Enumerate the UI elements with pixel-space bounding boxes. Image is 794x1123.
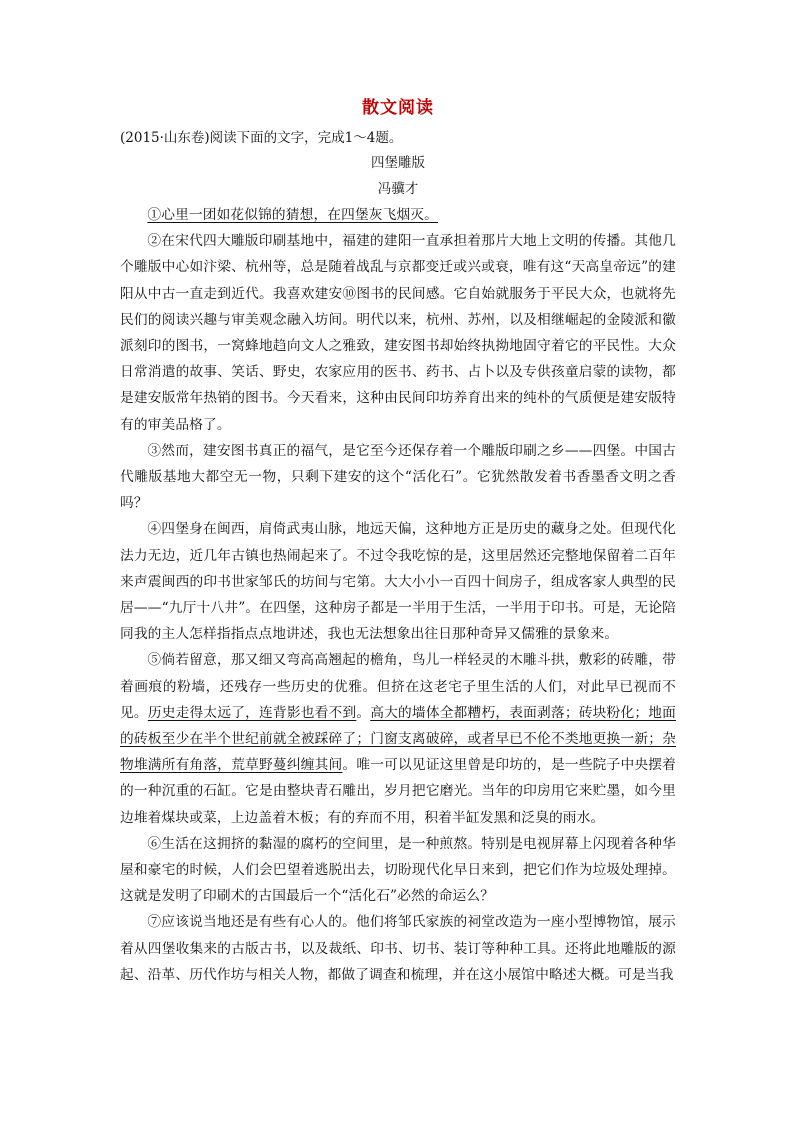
underlined-sentence: 历史走得太远了，连背影也看不到: [147, 704, 357, 721]
essay-author: 冯骥才: [377, 181, 419, 197]
paragraph-5-part-e: 。唯一可以见证这里曾是印坊的，是一些院子中央摆着的一种沉重的石缸。它是由整块青石雕出，岁月把它磨光。当年的印房用它来贮墨，如今里边堆着煤块或菜，上边盖着木板；有的弃而不用，积着半缸发黑和泛臭的雨水。: [120, 757, 676, 826]
paragraph-2: ②在宋代四大雕版印刷基地中，福建的建阳一直承担着那片大地上文明的传播。其他几个雕版中心如汴梁、杭州等，总是随着战乱与京都变迁或兴或衰，唯有这“天高皇帝远”的建阳从中古一直走到近代。我喜欢建安⑩图书的民间感。它自始就服务于平民大众，也就将先民们的阅读兴趣与审美观念融入坊间。明代以来，杭州、苏州，以及相继崛起的金陵派和徽派刻印的图书，一窝蜂地趋向文人之雅致，建安图书却始终执拗地固守着它的平民性。大众日常消遣的故事、笑话、野史，农家应用的医书、药书、占卜以及专供孩童启蒙的读物，都是建安版常年热销的图书。今天看来，这种由民间印坊养育出来的纯朴的气质便是建安版特有的审美品格了。: [120, 233, 676, 433]
underlined-sentence: ①心里一团如花似锦的猜想，在四堡灰飞烟灭。: [147, 207, 438, 223]
paragraph-5-part-c: 。: [356, 704, 371, 721]
paragraph-5: [120, 647, 676, 830]
underlined-sentence: 高大的墙体全都糟朽，表面剥落；砖块粉化；地面的砖板至少在半个世纪前就全被踩碎了；门窗支离破碎，或者早已不伦不类地更换一新；杂物堆满所有角落，荒草野蔓纠缠其间: [120, 704, 676, 774]
paragraph-3: ③然而，建安图书真正的福气，是它至今还保存着一个雕版印刷之乡——四堡。中国古代雕版基地大都空无一物，只剩下建安的这个“活化石”。它犹然散发着书香墨香文明之香吗？: [120, 442, 676, 512]
page-title: 散文阅读: [362, 98, 434, 118]
document-page: [120, 96, 676, 988]
paragraph-5-part-a: ⑤倘若留意，那又细又弯高高翘起的檐角，鸟儿一样轻灵的木雕斗拱，敷彩的砖雕，带着画痕的粉墙，还残存一些历史的优雅。但挤在这老宅子里生活的人们，对此早已视而不见。: [120, 652, 676, 721]
essay-title: 四堡雕版: [371, 155, 425, 171]
paragraph-6: ⑥生活在这拥挤的黏湿的腐朽的空间里，是一种煎熬。特别是电视屏幕上闪现着各种华屋和豪宅的时候，人们会巴望着逃脱出去，切盼现代化早日来到，把它们作为垃圾处理掉。这就是发明了印刷术的古国最后一个“活化石”必然的命运么？: [120, 835, 676, 905]
paragraph-1: [120, 202, 676, 228]
question-intro: (2015·山东卷)阅读下面的文字，完成1～4题。: [120, 130, 403, 146]
paragraph-4: ④四堡身在闽西，肩倚武夷山脉，地远天偏，这种地方正是历史的藏身之处。但现代化法力无边，近几年古镇也热闹起来了。不过令我吃惊的是，这里居然还完整地保留着二百年来声震闽西的印书世家邹氏的坊间与宅第。大大小小一百四十间房子，组成客家人典型的民居——“九厅十八井”。在四堡，这种房子都是一半用于生活，一半用于印书。可是，无论陪同我的主人怎样指指点点地讲述，我也无法想象出往日那种奇异又儒雅的景象来。: [120, 521, 676, 643]
paragraph-7: ⑦应该说当地还是有些有心人的。他们将邹氏家族的祠堂改造为一座小型博物馆，展示着从四堡收集来的古版古书，以及裁纸、印书、切书、装订等种种工具。还将此地雕版的源起、沿革、历代作坊与相关人物，都做了调查和梳理，并在这小展馆中略述大概。可是当我: [120, 914, 676, 983]
